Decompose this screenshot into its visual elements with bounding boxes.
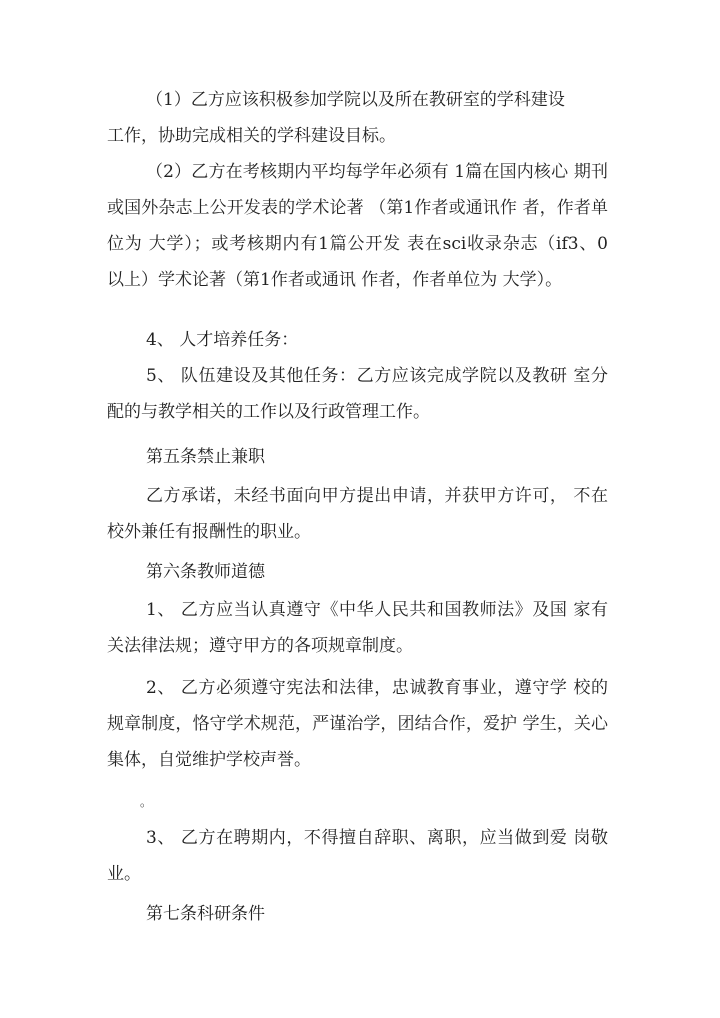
para-line-2: 工作，协助完成相关的学科建设目标。 [107, 126, 396, 146]
section-heading-6: 第六条教师道德 [146, 562, 265, 582]
para-line-20: 3、 乙方在聘期内，不得擅自辞职、离职，应当做到爱 岗敬 [146, 828, 608, 848]
section-heading-7: 第七条科研条件 [146, 904, 265, 924]
para-line-7: 4、 人才培养任务： [146, 330, 299, 350]
section-heading-5: 第五条禁止兼职 [146, 447, 265, 467]
para-line-6: 以上）学术论著（第1作者或通讯 作者，作者单位为 大学）。 [107, 270, 563, 290]
para-line-12: 校外兼任有报酬性的职业。 [107, 522, 311, 542]
para-line-18: 集体，自觉维护学校声誉。 [107, 750, 311, 770]
para-line-16: 2、 乙方必须遵守宪法和法律，忠诚教育事业，遵守学 校的 [146, 678, 608, 698]
para-line-14: 1、 乙方应当认真遵守《中华人民共和国教师法》及国 家有 [146, 600, 608, 620]
para-line-3: （2）乙方在考核期内平均每学年必须有 1篇在国内核心 期刊 [146, 162, 608, 182]
stray-mark: 。 [140, 795, 153, 809]
para-line-21: 业。 [107, 864, 141, 884]
para-line-15: 关法律法规；遵守甲方的各项规章制度。 [107, 636, 413, 656]
para-line-11: 乙方承诺，未经书面向甲方提出申请，并获甲方许可， 不在 [146, 486, 608, 506]
para-line-5: 位为 大学）；或考核期内有1篇公开发 表在sci收录杂志（if3、0 [107, 234, 608, 254]
para-line-8: 5、 队伍建设及其他任务：乙方应该完成学院以及教研 室分 [146, 366, 608, 386]
para-line-17: 规章制度，恪守学术规范，严谨治学，团结合作，爱护 学生，关心 [107, 714, 608, 734]
para-line-9: 配的与教学相关的工作以及行政管理工作。 [107, 402, 430, 422]
para-line-4: 或国外杂志上公开发表的学术论著 （第1作者或通讯作 者，作者单 [107, 198, 608, 218]
para-line-1: （1）乙方应该积极参加学院以及所在教研室的学科建设 [146, 90, 565, 110]
